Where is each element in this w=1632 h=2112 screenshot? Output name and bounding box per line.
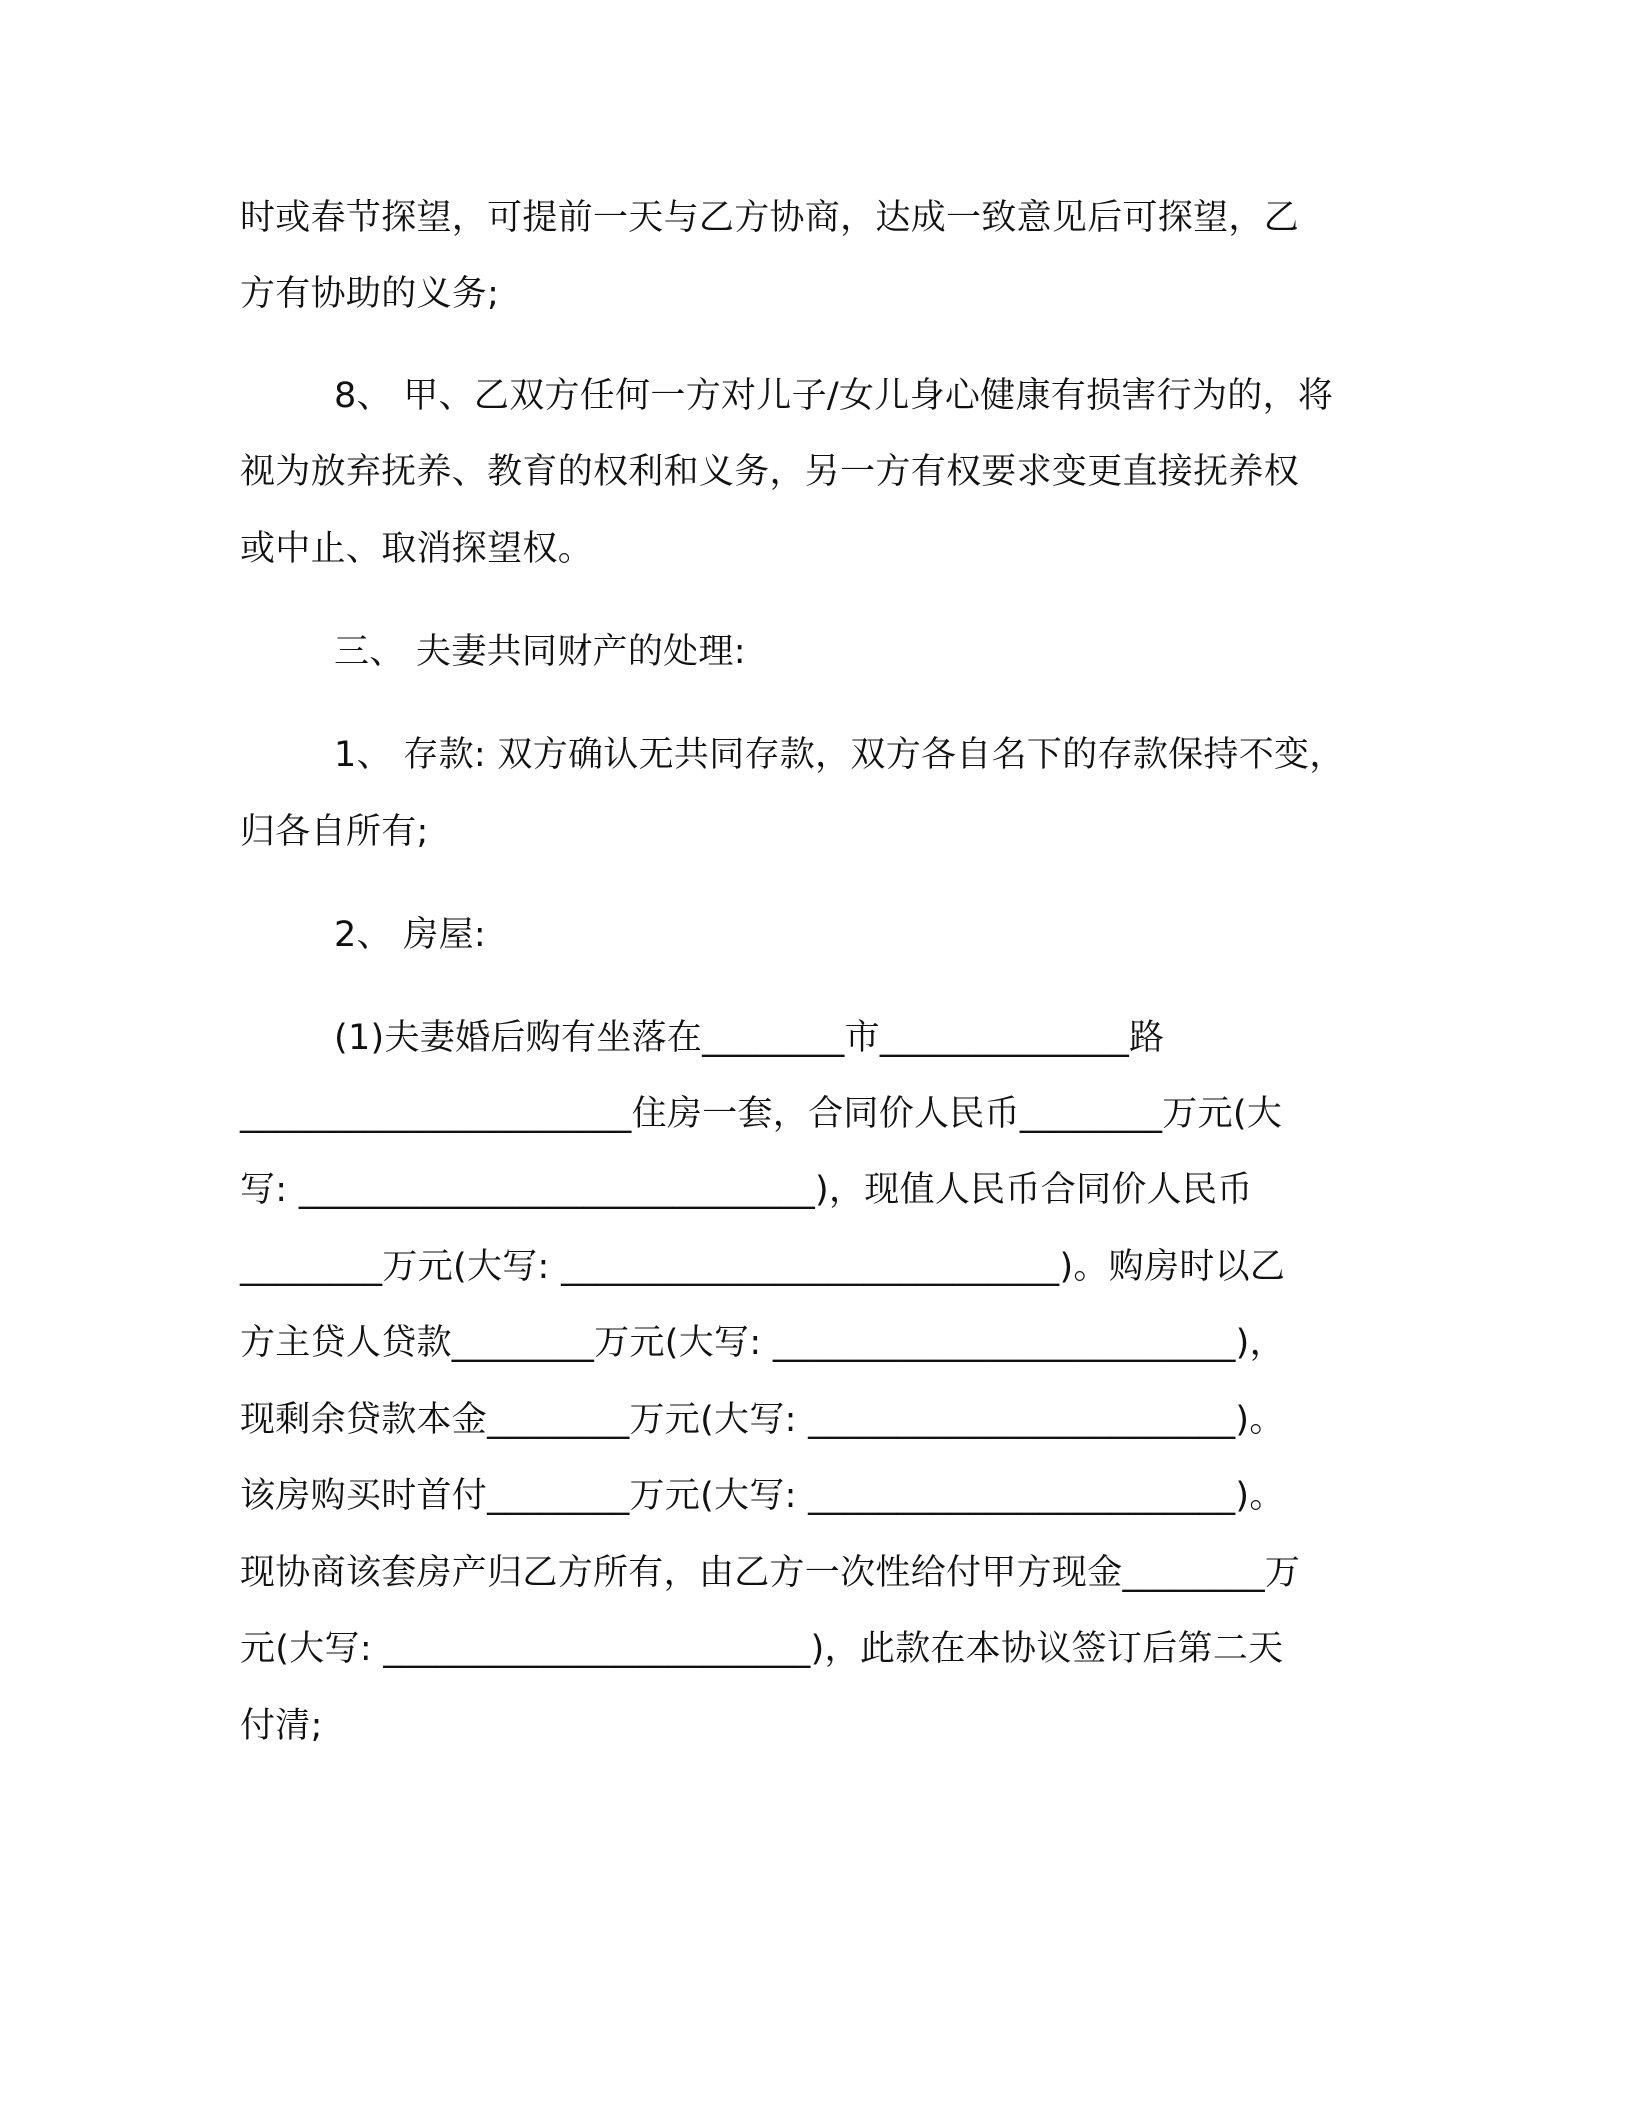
text-line-4: 视为放弃抚养、教育的权利和义务，另一方有权要求变更直接抚养权 (240, 452, 1300, 492)
text-line-19: 付清; (240, 1706, 323, 1746)
text-line-7: 1、 存款: 双方确认无共同存款，双方各自名下的存款保持不变， (334, 735, 1345, 775)
text-line-16: 该房购买时首付________万元(大写: ________________________)。 (240, 1476, 1285, 1516)
text-line-15: 现剩余贷款本金________万元(大写: ________________________)。 (240, 1400, 1285, 1440)
text-line-9: 2、 房屋: (334, 915, 486, 955)
text-line-8: 归各自所有; (240, 812, 429, 852)
text-line-18: 元(大写: ________________________)，此款在本协议签订后第二天 (240, 1629, 1284, 1669)
text-line-5: 或中止、取消探望权。 (240, 529, 594, 569)
text-line-2: 方有协助的义务; (240, 274, 500, 314)
text-line-12: 写: _____________________________)，现值人民币合同价人民币 (240, 1170, 1253, 1210)
text-line-3: 8、 甲、乙双方任何一方对儿子/女儿身心健康有损害行为的，将 (334, 376, 1334, 416)
text-line-1: 时或春节探望，可提前一天与乙方协商，达成一致意见后可探望，乙 (240, 198, 1300, 238)
text-line-10: (1)夫妻婚后购有坐落在________市______________路 (334, 1018, 1165, 1058)
section-heading: 三、 夫妻共同财产的处理: (334, 632, 746, 672)
text-line-11: ______________________住房一套，合同价人民币________万元(大 (240, 1094, 1283, 1134)
text-line-17: 现协商该套房产归乙方所有，由乙方一次性给付甲方现金________万 (240, 1553, 1301, 1593)
text-line-14: 方主贷人贷款________万元(大写: __________________________)， (240, 1323, 1285, 1363)
text-line-13: ________万元(大写: ____________________________)。购房时以乙 (240, 1247, 1286, 1287)
